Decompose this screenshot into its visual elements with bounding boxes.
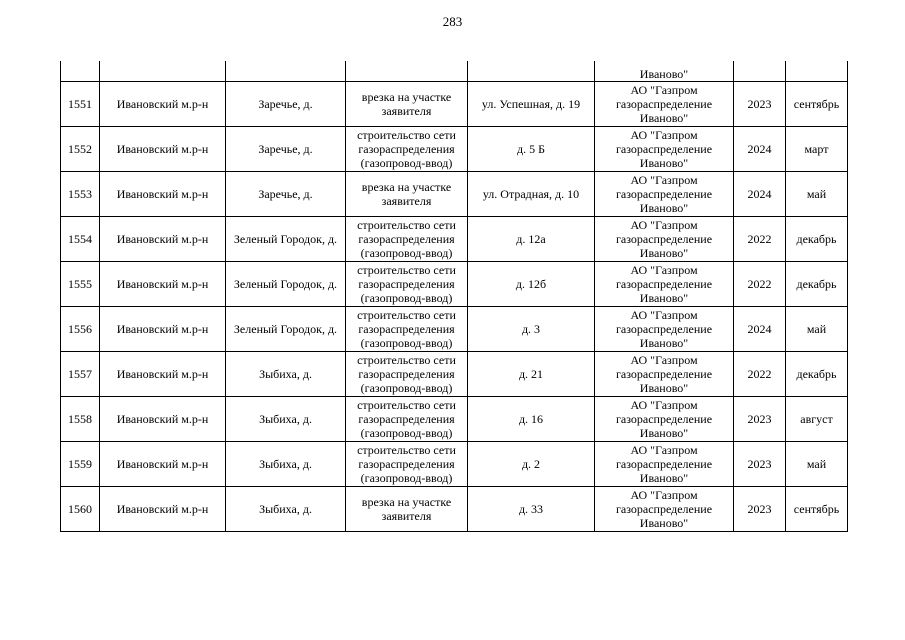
cell-district: Ивановский м.р-н — [100, 352, 226, 397]
table-row — [61, 442, 848, 487]
cell-month: сентябрь — [786, 487, 848, 532]
cell-district — [100, 61, 226, 82]
cell-month: август — [786, 397, 848, 442]
cell-address: д. 33 — [468, 487, 595, 532]
cell-num: 1557 — [61, 352, 100, 397]
cell-address: д. 21 — [468, 352, 595, 397]
cell-num: 1553 — [61, 172, 100, 217]
table-row — [61, 352, 848, 397]
cell-settlement: Зыбиха, д. — [226, 352, 346, 397]
cell-settlement: Заречье, д. — [226, 82, 346, 127]
cell-num: 1554 — [61, 217, 100, 262]
table-row — [61, 127, 848, 172]
cell-district: Ивановский м.р-н — [100, 307, 226, 352]
cell-district: Ивановский м.р-н — [100, 127, 226, 172]
cell-district: Ивановский м.р-н — [100, 82, 226, 127]
cell-address — [468, 61, 595, 82]
cell-month: май — [786, 307, 848, 352]
cell-address: д. 2 — [468, 442, 595, 487]
cell-work: строительство сети газораспределения (газопровод-ввод) — [346, 397, 468, 442]
cell-operator: АО "Газпром газораспределение Иваново" — [595, 82, 734, 127]
cell-work: строительство сети газораспределения (газопровод-ввод) — [346, 262, 468, 307]
cell-work: строительство сети газораспределения (газопровод-ввод) — [346, 442, 468, 487]
cell-work: строительство сети газораспределения (газопровод-ввод) — [346, 217, 468, 262]
cell-year: 2023 — [734, 82, 786, 127]
cell-work: строительство сети газораспределения (газопровод-ввод) — [346, 307, 468, 352]
cell-address: д. 12б — [468, 262, 595, 307]
cell-year: 2024 — [734, 127, 786, 172]
cell-operator: АО "Газпром газораспределение Иваново" — [595, 172, 734, 217]
cell-year: 2023 — [734, 442, 786, 487]
cell-month — [786, 61, 848, 82]
cell-num: 1552 — [61, 127, 100, 172]
cell-operator: АО "Газпром газораспределение Иваново" — [595, 352, 734, 397]
cell-work: врезка на участке заявителя — [346, 82, 468, 127]
cell-work — [346, 61, 468, 82]
table-row — [61, 217, 848, 262]
cell-month: декабрь — [786, 352, 848, 397]
cell-district: Ивановский м.р-н — [100, 487, 226, 532]
cell-address: д. 16 — [468, 397, 595, 442]
cell-operator: АО "Газпром газораспределение Иваново" — [595, 487, 734, 532]
cell-district: Ивановский м.р-н — [100, 442, 226, 487]
cell-settlement: Зеленый Городок, д. — [226, 217, 346, 262]
cell-address: д. 12а — [468, 217, 595, 262]
cell-year: 2024 — [734, 172, 786, 217]
cell-month: декабрь — [786, 262, 848, 307]
cell-year: 2023 — [734, 397, 786, 442]
cell-operator: Иваново" — [595, 61, 734, 82]
cell-year: 2022 — [734, 262, 786, 307]
cell-operator: АО "Газпром газораспределение Иваново" — [595, 397, 734, 442]
cell-month: декабрь — [786, 217, 848, 262]
cell-work: врезка на участке заявителя — [346, 487, 468, 532]
cell-month: май — [786, 172, 848, 217]
cell-settlement: Зыбиха, д. — [226, 442, 346, 487]
cell-year: 2022 — [734, 352, 786, 397]
cell-work: строительство сети газораспределения (газопровод-ввод) — [346, 127, 468, 172]
cell-address: ул. Отрадная, д. 10 — [468, 172, 595, 217]
cell-settlement: Зеленый Городок, д. — [226, 262, 346, 307]
cell-year: 2024 — [734, 307, 786, 352]
cell-settlement: Зыбиха, д. — [226, 397, 346, 442]
cell-work: врезка на участке заявителя — [346, 172, 468, 217]
cell-num: 1558 — [61, 397, 100, 442]
cell-operator: АО "Газпром газораспределение Иваново" — [595, 307, 734, 352]
cell-settlement: Заречье, д. — [226, 172, 346, 217]
table-row — [61, 307, 848, 352]
cell-year — [734, 61, 786, 82]
cell-year: 2023 — [734, 487, 786, 532]
cell-address: ул. Успешная, д. 19 — [468, 82, 595, 127]
cell-district: Ивановский м.р-н — [100, 397, 226, 442]
cell-settlement: Заречье, д. — [226, 127, 346, 172]
cell-num — [61, 61, 100, 82]
cell-operator: АО "Газпром газораспределение Иваново" — [595, 217, 734, 262]
cell-num: 1560 — [61, 487, 100, 532]
cell-month: март — [786, 127, 848, 172]
cell-num: 1551 — [61, 82, 100, 127]
cell-year: 2022 — [734, 217, 786, 262]
cell-address: д. 5 Б — [468, 127, 595, 172]
cell-num: 1555 — [61, 262, 100, 307]
cell-settlement: Зеленый Городок, д. — [226, 307, 346, 352]
page-number: 283 — [442, 14, 463, 29]
cell-settlement — [226, 61, 346, 82]
table-row — [61, 262, 848, 307]
cell-num: 1556 — [61, 307, 100, 352]
table-row — [61, 172, 848, 217]
table-row — [61, 82, 848, 127]
cell-month: май — [786, 442, 848, 487]
table-body — [61, 61, 848, 532]
cell-district: Ивановский м.р-н — [100, 172, 226, 217]
cell-operator: АО "Газпром газораспределение Иваново" — [595, 262, 734, 307]
cell-settlement: Зыбиха, д. — [226, 487, 346, 532]
cell-operator: АО "Газпром газораспределение Иваново" — [595, 442, 734, 487]
cell-operator: АО "Газпром газораспределение Иваново" — [595, 127, 734, 172]
table-row — [61, 487, 848, 532]
cell-month: сентябрь — [786, 82, 848, 127]
table-row-carryover — [61, 61, 848, 82]
cell-district: Ивановский м.р-н — [100, 262, 226, 307]
cell-district: Ивановский м.р-н — [100, 217, 226, 262]
cell-address: д. 3 — [468, 307, 595, 352]
cell-work: строительство сети газораспределения (газопровод-ввод) — [346, 352, 468, 397]
table-row — [61, 397, 848, 442]
gasification-table — [60, 61, 848, 532]
cell-num: 1559 — [61, 442, 100, 487]
